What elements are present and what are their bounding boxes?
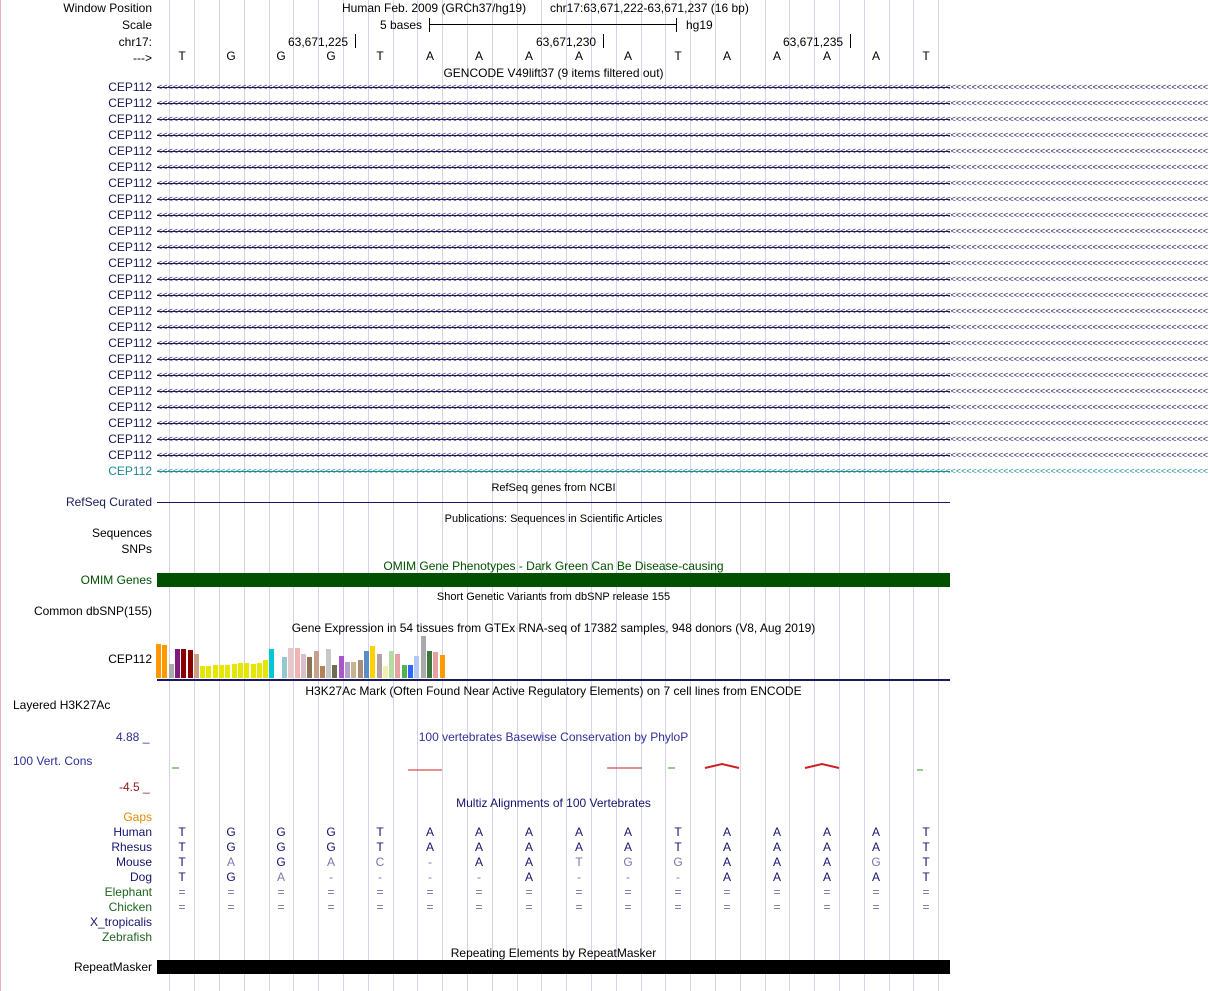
gencode-gene-label[interactable]: CEP112 — [108, 272, 152, 286]
base-letter: G — [326, 49, 336, 63]
gtex-tissue-bar[interactable] — [364, 651, 369, 678]
scale-bar-right-end — [676, 18, 677, 32]
multiz-base: = — [227, 885, 235, 899]
strand-direction-arrows: <<<<<<<<<<<<<<<<<<<<<<<<<<<<<<<<<<<<<<<<<<<<<<<<<<<<<<<<<<<<<<<<<<<<<<<<<<<<<<<<<<<<<<<<<<<<<<<<<<<<<<<<<<<<<<<<<<<<<<<<<<<<<<<<<<<<<<<<<<<<<<<<<<<<<<<<<<<<<<<<<<<<<<<<<<<<<<<<<<<<<<<<<<<<<<<<<<<<<<<< — [157, 98, 1208, 108]
gencode-gene-label[interactable]: CEP112 — [108, 432, 152, 446]
multiz-base: A — [772, 840, 781, 854]
multiz-base: A — [871, 840, 880, 854]
multiz-base: = — [327, 900, 335, 914]
repeatmasker-track-label[interactable]: RepeatMasker — [73, 960, 152, 974]
db-label: hg19 — [686, 18, 713, 32]
multiz-base: A — [871, 825, 880, 839]
multiz-species-label[interactable]: Rhesus — [111, 840, 152, 854]
multiz-base: A — [822, 855, 831, 869]
gtex-tissue-bar[interactable] — [162, 645, 167, 678]
multiz-base: T — [922, 825, 930, 839]
strand-direction-arrows: <<<<<<<<<<<<<<<<<<<<<<<<<<<<<<<<<<<<<<<<<<<<<<<<<<<<<<<<<<<<<<<<<<<<<<<<<<<<<<<<<<<<<<<<<<<<<<<<<<<<<<<<<<<<<<<<<<<<<<<<<<<<<<<<<<<<<<<<<<<<<<<<<<<<<<<<<<<<<<<<<<<<<<<<<<<<<<<<<<<<<<<<<<<<<<<<<<<<<<<< — [157, 210, 1208, 220]
ruler-tick-label: 63,671,230 — [536, 35, 597, 49]
scale-bar — [429, 24, 677, 25]
base-letter: T — [674, 49, 682, 63]
multiz-base: A — [326, 855, 335, 869]
multiz-base: = — [723, 900, 731, 914]
gtex-tissue-bar[interactable] — [395, 654, 400, 678]
multiz-base: = — [575, 885, 583, 899]
gtex-tissue-bar[interactable] — [194, 654, 199, 678]
multiz-base: = — [178, 885, 186, 899]
phylop-max-label: 4.88 _ — [116, 730, 150, 744]
repeatmasker-bar[interactable] — [157, 960, 950, 974]
refseq-strand-line[interactable] — [157, 502, 950, 503]
ruler-tick-mark — [850, 34, 851, 48]
multiz-base: A — [524, 855, 533, 869]
gencode-gene-label[interactable]: CEP112 — [108, 336, 152, 350]
multiz-base: = — [277, 900, 285, 914]
multiz-base: G — [673, 855, 683, 869]
multiz-base: = — [773, 885, 781, 899]
multiz-base: - — [378, 870, 382, 884]
gtex-tissue-bar[interactable] — [295, 648, 300, 678]
multiz-base: - — [676, 870, 680, 884]
base-letter: T — [376, 49, 384, 63]
strand-direction-arrows: <<<<<<<<<<<<<<<<<<<<<<<<<<<<<<<<<<<<<<<<<<<<<<<<<<<<<<<<<<<<<<<<<<<<<<<<<<<<<<<<<<<<<<<<<<<<<<<<<<<<<<<<<<<<<<<<<<<<<<<<<<<<<<<<<<<<<<<<<<<<<<<<<<<<<<<<<<<<<<<<<<<<<<<<<<<<<<<<<<<<<<<<<<<<<<<<<<<<<<<< — [157, 258, 1208, 268]
h3k27ac-track-label[interactable]: Layered H3K27Ac — [13, 698, 111, 712]
gtex-tissue-bar[interactable] — [314, 651, 319, 678]
gtex-tissue-bar[interactable] — [440, 655, 445, 678]
multiz-base: - — [329, 870, 333, 884]
base-letter: A — [574, 49, 583, 63]
strand-direction-arrows: <<<<<<<<<<<<<<<<<<<<<<<<<<<<<<<<<<<<<<<<<<<<<<<<<<<<<<<<<<<<<<<<<<<<<<<<<<<<<<<<<<<<<<<<<<<<<<<<<<<<<<<<<<<<<<<<<<<<<<<<<<<<<<<<<<<<<<<<<<<<<<<<<<<<<<<<<<<<<<<<<<<<<<<<<<<<<<<<<<<<<<<<<<<<<<<<<<<<<<<< — [157, 370, 1208, 380]
multiz-base: A — [623, 840, 632, 854]
multiz-base: = — [575, 900, 583, 914]
gtex-track-label[interactable]: CEP112 — [108, 652, 152, 666]
refseq-track-label[interactable]: RefSeq Curated — [65, 495, 152, 509]
multiz-base: A — [574, 825, 583, 839]
multiz-base: = — [277, 885, 285, 899]
multiz-base: A — [772, 825, 781, 839]
strand-direction-arrows: <<<<<<<<<<<<<<<<<<<<<<<<<<<<<<<<<<<<<<<<<<<<<<<<<<<<<<<<<<<<<<<<<<<<<<<<<<<<<<<<<<<<<<<<<<<<<<<<<<<<<<<<<<<<<<<<<<<<<<<<<<<<<<<<<<<<<<<<<<<<<<<<<<<<<<<<<<<<<<<<<<<<<<<<<<<<<<<<<<<<<<<<<<<<<<<<<<<<<<<< — [157, 178, 1208, 188]
strand-direction-arrows: <<<<<<<<<<<<<<<<<<<<<<<<<<<<<<<<<<<<<<<<<<<<<<<<<<<<<<<<<<<<<<<<<<<<<<<<<<<<<<<<<<<<<<<<<<<<<<<<<<<<<<<<<<<<<<<<<<<<<<<<<<<<<<<<<<<<<<<<<<<<<<<<<<<<<<<<<<<<<<<<<<<<<<<<<<<<<<<<<<<<<<<<<<<<<<<<<<<<<<<< — [157, 290, 1208, 300]
gencode-gene-label[interactable]: CEP112 — [108, 304, 152, 318]
phylop-peak — [705, 764, 739, 768]
ruler-tick-label: 63,671,225 — [288, 35, 349, 49]
gtex-tissue-bar[interactable] — [269, 649, 274, 678]
multiz-base: A — [722, 870, 731, 884]
gencode-gene-label[interactable]: CEP112 — [108, 208, 152, 222]
multiz-base: T — [575, 855, 583, 869]
gtex-tissue-bar[interactable] — [408, 665, 413, 678]
gencode-gene-label[interactable]: CEP112 — [108, 80, 152, 94]
gtex-tissue-bar[interactable] — [320, 666, 325, 678]
gencode-gene-label[interactable]: CEP112 — [108, 192, 152, 206]
multiz-base: = — [178, 900, 186, 914]
gtex-tissue-bar[interactable] — [345, 662, 350, 678]
multiz-base: = — [426, 900, 434, 914]
multiz-base: A — [722, 840, 731, 854]
left-margin-rule — [0, 0, 1, 991]
gtex-tissue-bar[interactable] — [257, 663, 262, 678]
strand-direction-arrows: <<<<<<<<<<<<<<<<<<<<<<<<<<<<<<<<<<<<<<<<<<<<<<<<<<<<<<<<<<<<<<<<<<<<<<<<<<<<<<<<<<<<<<<<<<<<<<<<<<<<<<<<<<<<<<<<<<<<<<<<<<<<<<<<<<<<<<<<<<<<<<<<<<<<<<<<<<<<<<<<<<<<<<<<<<<<<<<<<<<<<<<<<<<<<<<<<<<<<<<< — [157, 242, 1208, 252]
multiz-base: G — [871, 855, 881, 869]
multiz-base: A — [524, 870, 533, 884]
gtex-tissue-bar[interactable] — [326, 649, 331, 678]
base-letter: A — [524, 49, 533, 63]
dbsnp-track-label[interactable]: Common dbSNP(155) — [33, 604, 152, 618]
gencode-gene-label[interactable]: CEP112 — [108, 448, 152, 462]
refseq-track-title[interactable]: RefSeq genes from NCBI — [491, 482, 616, 494]
multiz-base: A — [822, 840, 831, 854]
gtex-tissue-bar[interactable] — [402, 665, 407, 678]
multiz-base: T — [674, 825, 682, 839]
gtex-tissue-bar[interactable] — [433, 652, 438, 678]
strand-direction-arrows: <<<<<<<<<<<<<<<<<<<<<<<<<<<<<<<<<<<<<<<<<<<<<<<<<<<<<<<<<<<<<<<<<<<<<<<<<<<<<<<<<<<<<<<<<<<<<<<<<<<<<<<<<<<<<<<<<<<<<<<<<<<<<<<<<<<<<<<<<<<<<<<<<<<<<<<<<<<<<<<<<<<<<<<<<<<<<<<<<<<<<<<<<<<<<<<<<<<<<<<< — [157, 162, 1208, 172]
multiz-base: C — [375, 855, 385, 869]
gtex-track-title[interactable]: Gene Expression in 54 tissues from GTEx RNA-seq of 17382 samples, 948 donors (V8, Aug 2019) — [291, 621, 816, 635]
multiz-base: = — [872, 900, 880, 914]
multiz-base: = — [475, 885, 483, 899]
gtex-tissue-bar[interactable] — [421, 636, 426, 678]
strand-direction-arrows: <<<<<<<<<<<<<<<<<<<<<<<<<<<<<<<<<<<<<<<<<<<<<<<<<<<<<<<<<<<<<<<<<<<<<<<<<<<<<<<<<<<<<<<<<<<<<<<<<<<<<<<<<<<<<<<<<<<<<<<<<<<<<<<<<<<<<<<<<<<<<<<<<<<<<<<<<<<<<<<<<<<<<<<<<<<<<<<<<<<<<<<<<<<<<<<<<<<<<<<< — [157, 194, 1208, 204]
gtex-tissue-bar[interactable] — [288, 648, 293, 678]
multiz-base: - — [477, 870, 481, 884]
gtex-tissue-bar[interactable] — [358, 660, 363, 678]
multiz-base: T — [376, 825, 384, 839]
multiz-base: = — [674, 900, 682, 914]
multiz-base: A — [722, 855, 731, 869]
multiz-base: T — [674, 840, 682, 854]
base-letter: T — [922, 49, 930, 63]
gencode-gene-label[interactable]: CEP112 — [108, 400, 152, 414]
multiz-base: A — [524, 825, 533, 839]
multiz-base: G — [326, 825, 336, 839]
multiz-base: = — [525, 885, 533, 899]
gtex-tissue-bar[interactable] — [181, 649, 186, 678]
multiz-base: = — [823, 885, 831, 899]
gtex-tissue-bar[interactable] — [301, 654, 306, 678]
multiz-base: G — [276, 855, 286, 869]
gencode-gene-label[interactable]: CEP112 — [108, 224, 152, 238]
omim-track-title[interactable]: OMIM Gene Phenotypes - Dark Green Can Be Disease-causing — [383, 559, 724, 573]
dbsnp-track-title[interactable]: Short Genetic Variants from dbSNP release 155 — [436, 591, 671, 603]
scale-text: 5 bases — [380, 18, 423, 32]
gtex-tissue-bar[interactable] — [307, 657, 312, 678]
gtex-tissue-bar[interactable] — [200, 666, 205, 678]
ruler-tick-mark — [603, 34, 604, 48]
strand-direction-arrows: <<<<<<<<<<<<<<<<<<<<<<<<<<<<<<<<<<<<<<<<<<<<<<<<<<<<<<<<<<<<<<<<<<<<<<<<<<<<<<<<<<<<<<<<<<<<<<<<<<<<<<<<<<<<<<<<<<<<<<<<<<<<<<<<<<<<<<<<<<<<<<<<<<<<<<<<<<<<<<<<<<<<<<<<<<<<<<<<<<<<<<<<<<<<<<<<<<<<<<<< — [157, 322, 1208, 332]
strand-direction-arrows: <<<<<<<<<<<<<<<<<<<<<<<<<<<<<<<<<<<<<<<<<<<<<<<<<<<<<<<<<<<<<<<<<<<<<<<<<<<<<<<<<<<<<<<<<<<<<<<<<<<<<<<<<<<<<<<<<<<<<<<<<<<<<<<<<<<<<<<<<<<<<<<<<<<<<<<<<<<<<<<<<<<<<<<<<<<<<<<<<<<<<<<<<<<<<<<<<<<<<<<< — [157, 434, 1208, 444]
multiz-base: T — [178, 855, 186, 869]
multiz-base: A — [822, 825, 831, 839]
assembly-name: Human Feb. 2009 (GRCh37/hg19) — [342, 1, 527, 15]
multiz-base: G — [326, 840, 336, 854]
multiz-base: - — [626, 870, 630, 884]
multiz-species-label[interactable]: Human — [113, 825, 152, 839]
gtex-tissue-bar[interactable] — [188, 650, 193, 678]
multiz-base: A — [772, 870, 781, 884]
multiz-base: = — [376, 885, 384, 899]
multiz-base: A — [474, 855, 483, 869]
multiz-base: = — [674, 885, 682, 899]
gencode-gene-label[interactable]: CEP112 — [108, 96, 152, 110]
strand-direction-arrows: <<<<<<<<<<<<<<<<<<<<<<<<<<<<<<<<<<<<<<<<<<<<<<<<<<<<<<<<<<<<<<<<<<<<<<<<<<<<<<<<<<<<<<<<<<<<<<<<<<<<<<<<<<<<<<<<<<<<<<<<<<<<<<<<<<<<<<<<<<<<<<<<<<<<<<<<<<<<<<<<<<<<<<<<<<<<<<<<<<<<<<<<<<<<<<<<<<<<<<<< — [157, 130, 1208, 140]
base-letter: A — [772, 49, 781, 63]
gencode-gene-label[interactable]: CEP112 — [108, 368, 152, 382]
gtex-tissue-bar[interactable] — [370, 646, 375, 678]
multiz-base: T — [178, 825, 186, 839]
strand-label[interactable]: ---> — [133, 51, 152, 65]
gtex-tissue-bar[interactable] — [332, 665, 337, 678]
multiz-gaps-label[interactable]: Gaps — [123, 810, 152, 824]
gtex-bar-chart[interactable] — [155, 636, 535, 678]
multiz-base: A — [276, 870, 285, 884]
gencode-gene-label[interactable]: CEP112 — [108, 144, 152, 158]
window-position: chr17:63,671,222-63,671,237 (16 bp) — [550, 1, 749, 15]
gtex-tissue-bar[interactable] — [263, 660, 268, 678]
multiz-base: T — [922, 870, 930, 884]
phylop-track-label[interactable]: 100 Vert. Cons — [13, 754, 93, 768]
publications-sequences-label[interactable]: Sequences — [91, 526, 152, 540]
gencode-gene-label[interactable]: CEP112 — [108, 288, 152, 302]
multiz-base: A — [425, 825, 434, 839]
multiz-base: G — [226, 840, 236, 854]
multiz-species-label[interactable]: Mouse — [115, 855, 152, 869]
multiz-base: = — [327, 885, 335, 899]
phylop-signal[interactable] — [157, 760, 950, 774]
gencode-gene-label[interactable]: CEP112 — [108, 112, 152, 126]
base-letter: A — [722, 49, 731, 63]
gtex-tissue-bar[interactable] — [244, 663, 249, 678]
strand-direction-arrows: <<<<<<<<<<<<<<<<<<<<<<<<<<<<<<<<<<<<<<<<<<<<<<<<<<<<<<<<<<<<<<<<<<<<<<<<<<<<<<<<<<<<<<<<<<<<<<<<<<<<<<<<<<<<<<<<<<<<<<<<<<<<<<<<<<<<<<<<<<<<<<<<<<<<<<<<<<<<<<<<<<<<<<<<<<<<<<<<<<<<<<<<<<<<<<<<<<<<<<<< — [157, 82, 1208, 92]
multiz-base: = — [624, 900, 632, 914]
strand-direction-arrows: <<<<<<<<<<<<<<<<<<<<<<<<<<<<<<<<<<<<<<<<<<<<<<<<<<<<<<<<<<<<<<<<<<<<<<<<<<<<<<<<<<<<<<<<<<<<<<<<<<<<<<<<<<<<<<<<<<<<<<<<<<<<<<<<<<<<<<<<<<<<<<<<<<<<<<<<<<<<<<<<<<<<<<<<<<<<<<<<<<<<<<<<<<<<<<<<<<<<<<<< — [157, 402, 1208, 412]
multiz-base: A — [871, 870, 880, 884]
strand-direction-arrows: <<<<<<<<<<<<<<<<<<<<<<<<<<<<<<<<<<<<<<<<<<<<<<<<<<<<<<<<<<<<<<<<<<<<<<<<<<<<<<<<<<<<<<<<<<<<<<<<<<<<<<<<<<<<<<<<<<<<<<<<<<<<<<<<<<<<<<<<<<<<<<<<<<<<<<<<<<<<<<<<<<<<<<<<<<<<<<<<<<<<<<<<<<<<<<<<<<<<<<<< — [157, 466, 1208, 476]
gencode-gene-label[interactable]: CEP112 — [108, 128, 152, 142]
phylop-peak — [805, 764, 839, 768]
strand-direction-arrows: <<<<<<<<<<<<<<<<<<<<<<<<<<<<<<<<<<<<<<<<<<<<<<<<<<<<<<<<<<<<<<<<<<<<<<<<<<<<<<<<<<<<<<<<<<<<<<<<<<<<<<<<<<<<<<<<<<<<<<<<<<<<<<<<<<<<<<<<<<<<<<<<<<<<<<<<<<<<<<<<<<<<<<<<<<<<<<<<<<<<<<<<<<<<<<<<<<<<<<<< — [157, 338, 1208, 348]
multiz-species-label[interactable]: X_tropicalis — [89, 915, 152, 929]
gtex-tissue-bar[interactable] — [383, 666, 388, 678]
multiz-base: = — [872, 885, 880, 899]
gencode-gene-label[interactable]: CEP112 — [108, 176, 152, 190]
multiz-species-label[interactable]: Dog — [129, 870, 152, 884]
omim-track-label[interactable]: OMIM Genes — [80, 573, 152, 587]
base-letter: A — [474, 49, 483, 63]
ruler-tick-mark — [355, 34, 356, 48]
gtex-tissue-bar[interactable] — [414, 656, 419, 678]
gencode-gene-label[interactable]: CEP112 — [108, 416, 152, 430]
omim-gene-bar[interactable] — [157, 573, 950, 587]
multiz-base: G — [623, 855, 633, 869]
gtex-baseline — [157, 679, 950, 681]
multiz-base: T — [922, 840, 930, 854]
strand-direction-arrows: <<<<<<<<<<<<<<<<<<<<<<<<<<<<<<<<<<<<<<<<<<<<<<<<<<<<<<<<<<<<<<<<<<<<<<<<<<<<<<<<<<<<<<<<<<<<<<<<<<<<<<<<<<<<<<<<<<<<<<<<<<<<<<<<<<<<<<<<<<<<<<<<<<<<<<<<<<<<<<<<<<<<<<<<<<<<<<<<<<<<<<<<<<<<<<<<<<<<<<<< — [157, 386, 1208, 396]
gencode-gene-label[interactable]: CEP112 — [108, 384, 152, 398]
multiz-base: - — [577, 870, 581, 884]
strand-direction-arrows: <<<<<<<<<<<<<<<<<<<<<<<<<<<<<<<<<<<<<<<<<<<<<<<<<<<<<<<<<<<<<<<<<<<<<<<<<<<<<<<<<<<<<<<<<<<<<<<<<<<<<<<<<<<<<<<<<<<<<<<<<<<<<<<<<<<<<<<<<<<<<<<<<<<<<<<<<<<<<<<<<<<<<<<<<<<<<<<<<<<<<<<<<<<<<<<<<<<<<<<< — [157, 226, 1208, 236]
multiz-base: G — [276, 825, 286, 839]
window-position-label: Window Position — [63, 1, 152, 15]
strand-direction-arrows: <<<<<<<<<<<<<<<<<<<<<<<<<<<<<<<<<<<<<<<<<<<<<<<<<<<<<<<<<<<<<<<<<<<<<<<<<<<<<<<<<<<<<<<<<<<<<<<<<<<<<<<<<<<<<<<<<<<<<<<<<<<<<<<<<<<<<<<<<<<<<<<<<<<<<<<<<<<<<<<<<<<<<<<<<<<<<<<<<<<<<<<<<<<<<<<<<<<<<<<< — [157, 274, 1208, 284]
gtex-tissue-bar[interactable] — [389, 651, 394, 678]
gencode-gene-label[interactable]: CEP112 — [108, 240, 152, 254]
gtex-tissue-bar[interactable] — [156, 644, 161, 678]
multiz-base: = — [922, 900, 930, 914]
base-letter: A — [871, 49, 880, 63]
multiz-base: = — [475, 900, 483, 914]
strand-direction-arrows: <<<<<<<<<<<<<<<<<<<<<<<<<<<<<<<<<<<<<<<<<<<<<<<<<<<<<<<<<<<<<<<<<<<<<<<<<<<<<<<<<<<<<<<<<<<<<<<<<<<<<<<<<<<<<<<<<<<<<<<<<<<<<<<<<<<<<<<<<<<<<<<<<<<<<<<<<<<<<<<<<<<<<<<<<<<<<<<<<<<<<<<<<<<<<<<<<<<<<<<< — [157, 450, 1208, 460]
gtex-tissue-bar[interactable] — [427, 651, 432, 678]
multiz-base: = — [723, 885, 731, 899]
publications-track-title[interactable]: Publications: Sequences in Scientific Articles — [444, 513, 663, 525]
gtex-tissue-bar[interactable] — [339, 656, 344, 678]
multiz-base: G — [276, 840, 286, 854]
strand-direction-arrows: <<<<<<<<<<<<<<<<<<<<<<<<<<<<<<<<<<<<<<<<<<<<<<<<<<<<<<<<<<<<<<<<<<<<<<<<<<<<<<<<<<<<<<<<<<<<<<<<<<<<<<<<<<<<<<<<<<<<<<<<<<<<<<<<<<<<<<<<<<<<<<<<<<<<<<<<<<<<<<<<<<<<<<<<<<<<<<<<<<<<<<<<<<<<<<<<<<<<<<<< — [157, 114, 1208, 124]
multiz-base: T — [376, 840, 384, 854]
multiz-base: A — [524, 840, 533, 854]
multiz-base: - — [428, 855, 432, 869]
gencode-gene-label[interactable]: CEP112 — [108, 320, 152, 334]
gtex-tissue-bar[interactable] — [282, 657, 287, 678]
gencode-gene-label[interactable]: CEP112 — [108, 160, 152, 174]
multiz-base: = — [376, 900, 384, 914]
gtex-tissue-bar[interactable] — [238, 663, 243, 678]
multiz-base: A — [474, 825, 483, 839]
multiz-base: = — [773, 900, 781, 914]
gtex-tissue-bar[interactable] — [251, 664, 256, 678]
multiz-base: G — [226, 825, 236, 839]
gtex-tissue-bar[interactable] — [377, 654, 382, 678]
multiz-base: A — [722, 825, 731, 839]
strand-direction-arrows: <<<<<<<<<<<<<<<<<<<<<<<<<<<<<<<<<<<<<<<<<<<<<<<<<<<<<<<<<<<<<<<<<<<<<<<<<<<<<<<<<<<<<<<<<<<<<<<<<<<<<<<<<<<<<<<<<<<<<<<<<<<<<<<<<<<<<<<<<<<<<<<<<<<<<<<<<<<<<<<<<<<<<<<<<<<<<<<<<<<<<<<<<<<<<<<<<<<<<<<< — [157, 418, 1208, 428]
scale-label: Scale — [121, 18, 152, 32]
gtex-tissue-bar[interactable] — [351, 662, 356, 678]
multiz-species-label[interactable]: Elephant — [104, 885, 152, 899]
gencode-gene-label[interactable]: CEP112 — [108, 464, 152, 478]
multiz-base: = — [426, 885, 434, 899]
multiz-species-label[interactable]: Zebrafish — [101, 930, 152, 944]
repeatmasker-track-title[interactable]: Repeating Elements by RepeatMasker — [450, 946, 657, 960]
base-letter: T — [178, 49, 186, 63]
base-letter: G — [226, 49, 236, 63]
multiz-base: A — [574, 840, 583, 854]
multiz-base: = — [624, 885, 632, 899]
gtex-tissue-bar[interactable] — [175, 649, 180, 678]
strand-direction-arrows: <<<<<<<<<<<<<<<<<<<<<<<<<<<<<<<<<<<<<<<<<<<<<<<<<<<<<<<<<<<<<<<<<<<<<<<<<<<<<<<<<<<<<<<<<<<<<<<<<<<<<<<<<<<<<<<<<<<<<<<<<<<<<<<<<<<<<<<<<<<<<<<<<<<<<<<<<<<<<<<<<<<<<<<<<<<<<<<<<<<<<<<<<<<<<<<<<<<<<<<< — [157, 146, 1208, 156]
multiz-base: = — [227, 900, 235, 914]
multiz-base: T — [922, 855, 930, 869]
base-letter: A — [623, 49, 632, 63]
gencode-gene-label[interactable]: CEP112 — [108, 352, 152, 366]
multiz-base: = — [823, 900, 831, 914]
multiz-base: = — [922, 885, 930, 899]
gtex-tissue-bar[interactable] — [213, 665, 218, 678]
multiz-base: A — [474, 840, 483, 854]
gencode-gene-label[interactable]: CEP112 — [108, 256, 152, 270]
multiz-species-label[interactable]: Chicken — [108, 900, 152, 914]
multiz-base: A — [623, 825, 632, 839]
strand-direction-arrows: <<<<<<<<<<<<<<<<<<<<<<<<<<<<<<<<<<<<<<<<<<<<<<<<<<<<<<<<<<<<<<<<<<<<<<<<<<<<<<<<<<<<<<<<<<<<<<<<<<<<<<<<<<<<<<<<<<<<<<<<<<<<<<<<<<<<<<<<<<<<<<<<<<<<<<<<<<<<<<<<<<<<<<<<<<<<<<<<<<<<<<<<<<<<<<<<<<<<<<<< — [157, 354, 1208, 364]
base-letter: G — [276, 49, 286, 63]
multiz-base: - — [428, 870, 432, 884]
ruler-tick-label: 63,671,235 — [783, 35, 844, 49]
multiz-base: A — [772, 855, 781, 869]
multiz-base: = — [525, 900, 533, 914]
gtex-tissue-bar[interactable] — [219, 665, 224, 678]
gencode-track-title[interactable]: GENCODE V49lift37 (9 items filtered out) — [443, 66, 664, 80]
base-letter: A — [822, 49, 831, 63]
multiz-base: A — [226, 855, 235, 869]
publications-snps-label[interactable]: SNPs — [121, 542, 152, 556]
phylop-track-title[interactable]: 100 vertebrates Basewise Conservation by PhyloP — [418, 730, 689, 744]
multiz-base: T — [178, 840, 186, 854]
scale-bar-left-end — [429, 18, 430, 32]
multiz-base: G — [226, 870, 236, 884]
chrom-label: chr17: — [118, 35, 152, 49]
gtex-tissue-bar[interactable] — [225, 665, 230, 678]
multiz-base: T — [178, 870, 186, 884]
multiz-base: A — [822, 870, 831, 884]
phylop-min-label: -4.5 _ — [119, 780, 150, 794]
strand-direction-arrows: <<<<<<<<<<<<<<<<<<<<<<<<<<<<<<<<<<<<<<<<<<<<<<<<<<<<<<<<<<<<<<<<<<<<<<<<<<<<<<<<<<<<<<<<<<<<<<<<<<<<<<<<<<<<<<<<<<<<<<<<<<<<<<<<<<<<<<<<<<<<<<<<<<<<<<<<<<<<<<<<<<<<<<<<<<<<<<<<<<<<<<<<<<<<<<<<<<<<<<<< — [157, 306, 1208, 316]
multiz-base: A — [425, 840, 434, 854]
base-letter: A — [425, 49, 434, 63]
gtex-tissue-bar[interactable] — [169, 664, 174, 678]
gtex-tissue-bar[interactable] — [206, 666, 211, 678]
gtex-tissue-bar[interactable] — [232, 664, 237, 678]
h3k27ac-track-title[interactable]: H3K27Ac Mark (Often Found Near Active Regulatory Elements) on 7 cell lines from ENCODE — [305, 684, 802, 698]
multiz-track-title[interactable]: Multiz Alignments of 100 Vertebrates — [456, 796, 651, 810]
